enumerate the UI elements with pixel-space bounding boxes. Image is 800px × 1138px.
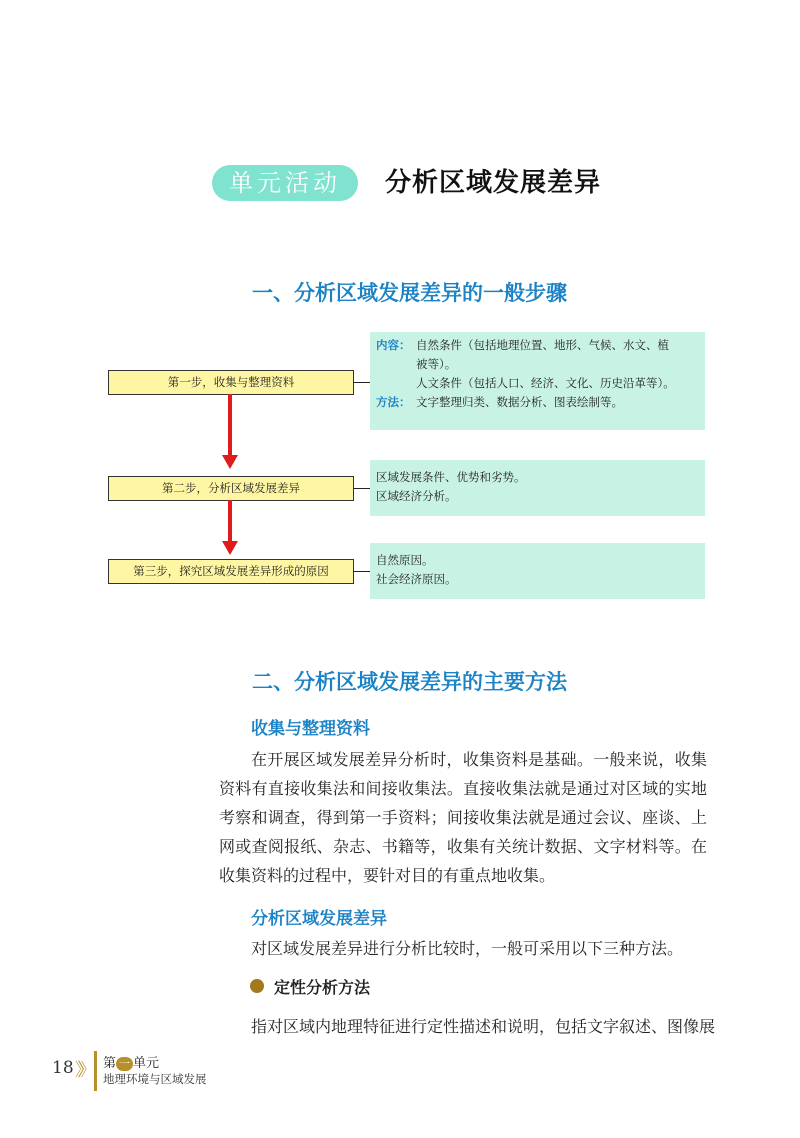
connector-2 bbox=[353, 488, 371, 489]
bullet-dot bbox=[250, 979, 264, 993]
unit-title: 地理环境与区域发展 bbox=[103, 1072, 207, 1086]
method-text: 文字整理归类、数据分析、图表绘制等。 bbox=[416, 395, 623, 409]
content-label: 内容： bbox=[376, 338, 411, 352]
footer-divider bbox=[94, 1051, 97, 1091]
section2-heading: 二、分析区域发展差异的主要方法 bbox=[252, 670, 567, 694]
method-label: 方法： bbox=[376, 395, 411, 409]
step-3-info-line-2: 社会经济原因。 bbox=[376, 572, 457, 586]
unit-activity-badge: 单元活动 bbox=[212, 165, 358, 201]
connector-3 bbox=[353, 571, 371, 572]
content-line-3: 人文条件（包括人口、经济、文化、历史沿革等）。 bbox=[416, 376, 675, 390]
step-2-info-line-2: 区域经济分析。 bbox=[376, 489, 457, 503]
subheading-collect: 收集与整理资料 bbox=[251, 719, 370, 739]
paragraph-collect: 在开展区域发展差异分析时，收集资料是基础。一般来说，收集资料有直接收集法和间接收集法。直接收集法就是通过对区域的实地考察和调查，得到第一手资料；间接收集法就是通过会议、座谈、上网或查阅报纸、杂志、书籍等，收集有关统计数据、文字材料等。在收集资料的过程中，要针对目的有重点地收集。 bbox=[219, 750, 707, 885]
section1-heading: 一、分析区域发展差异的一般步骤 bbox=[252, 281, 567, 305]
arrow-1-shaft bbox=[228, 394, 232, 456]
subheading-analyze: 分析区域发展差异 bbox=[251, 909, 387, 929]
step-2-info-line-1: 区域发展条件、优势和劣势。 bbox=[376, 470, 526, 484]
content-line-2: 被等）。 bbox=[416, 357, 457, 371]
step-2-info-box bbox=[370, 460, 705, 516]
paragraph-qualitative: 指对区域内地理特征进行定性描述和说明，包括文字叙述、图像展 bbox=[251, 1017, 716, 1036]
unit-number-badge: 一 bbox=[116, 1057, 133, 1071]
paragraph-analyze: 对区域发展差异进行分析比较时，一般可采用以下三种方法。 bbox=[251, 939, 684, 958]
page-title: 分析区域发展差异 bbox=[385, 168, 602, 198]
chevron-icon: 》》 bbox=[75, 1060, 90, 1081]
connector-1 bbox=[353, 382, 371, 383]
arrow-1-head bbox=[222, 455, 238, 469]
arrow-2-head bbox=[222, 541, 238, 555]
bullet-qualitative: 定性分析方法 bbox=[274, 978, 371, 997]
step-3-info-box bbox=[370, 543, 705, 599]
step-2-box: 第二步，分析区域发展差异 bbox=[108, 476, 354, 501]
step-1-info-box bbox=[370, 332, 705, 430]
content-line-1: 自然条件（包括地理位置、地形、气候、水文、植 bbox=[416, 338, 669, 352]
page-number: 18 bbox=[52, 1058, 74, 1078]
step-3-box: 第三步，探究区域发展差异形成的原因 bbox=[108, 559, 354, 584]
unit-label: 第 一 单元 bbox=[103, 1056, 160, 1071]
step-3-info-line-1: 自然原因。 bbox=[376, 553, 434, 567]
step-1-box: 第一步，收集与整理资料 bbox=[108, 370, 354, 395]
arrow-2-shaft bbox=[228, 500, 232, 542]
